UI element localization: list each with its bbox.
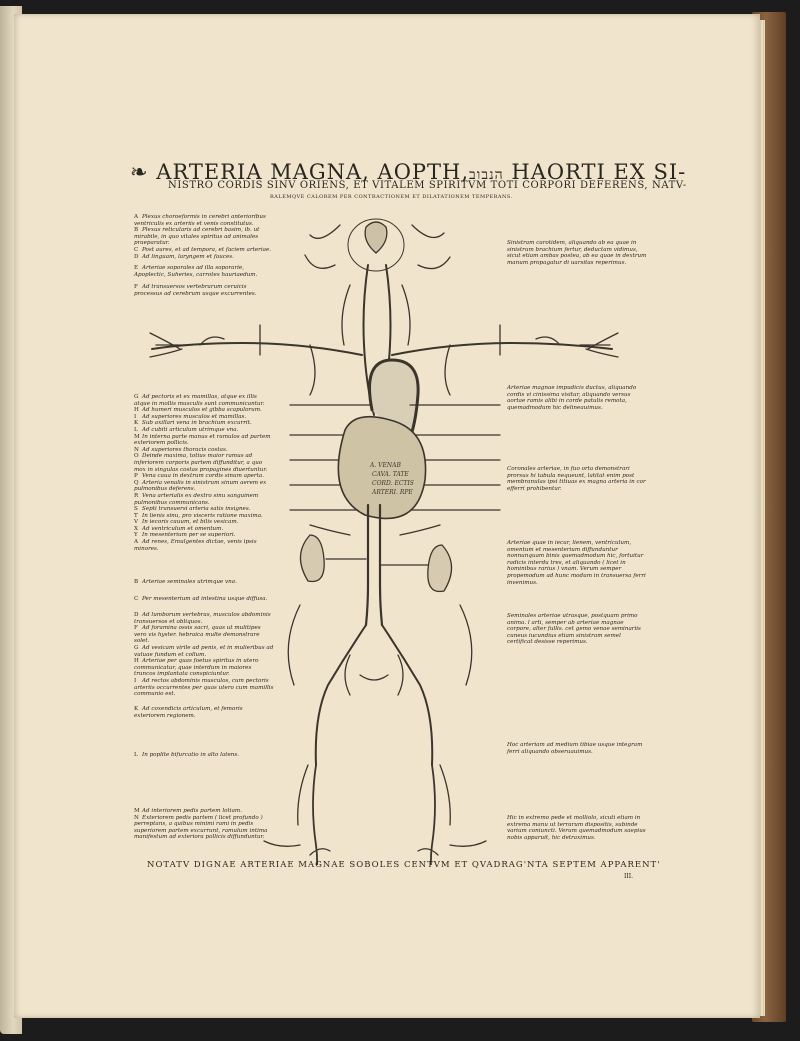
note: B Arteriae seminales utrimque vna.: [134, 579, 237, 585]
note: H Ad humeri musculos et gibba scapulorum.: [134, 407, 262, 414]
right-note: Seminales arteriae utrasque, postquam primo anima. l arti, semper ab arteriae magnae corpore, alter fullis. cet gemo venae seminariis cuneus iucundius etiam sinistram semel certificat desisse reperimus.: [507, 613, 641, 646]
head-plexus: [305, 219, 450, 271]
right-note: Hic in extremo pede et molliolo, sicuti etiam in extrema manu ut terrarum dispositis, subinde varium coniuncti. Verum quemadmodum saepius nobis apparuit, hic detraximus.: [507, 815, 646, 841]
note: I Ad superiores musculos et mamillas.: [134, 413, 247, 420]
title-hebrew: הנבוב: [469, 167, 504, 183]
note: A Plexus choroeformis in cerebri anterioribus ventriculis ex arteriis et venis constitutus.: [134, 214, 266, 227]
title-line2: NISTRO CORDIS SINV ORIENS, ET VITALEM SPIRITVM TOTI CORPORI DEFERENS, NATV-: [168, 180, 687, 191]
note: L Ad cubiti articulum utrimque vna.: [134, 426, 239, 433]
note: R Vena arterialis ex dextro sinu sanguinem pulmonibus communicans.: [134, 492, 259, 506]
note: K Ad coxendicis articulum, et femoris exteriorem regionem.: [134, 706, 243, 719]
right-note: Arteriae magnae impudicis ductus, aliquando cordis vi cinissima visitur, aliquando versus aortae ramis alibi in corde patulis remota, quemadmodum hic delineauimus.: [507, 385, 637, 411]
note: N Ad superiores thoracis costas.: [134, 446, 228, 453]
note: C Per mesenterium ad intestina usque diffusa.: [134, 596, 268, 602]
note: F Ad foramina ossis sacri, quas ut mulitipes vero vis hyster. hebraica multe demonstrare solet.: [134, 625, 261, 645]
note: G Ad pectoris et ex mamillas, atque ex illis atque in mollis musculis sunt communicantur.: [134, 394, 265, 407]
fleuron-icon: ❧: [130, 160, 149, 184]
note: S Septi transuersi arteria satis insignes.: [134, 506, 251, 513]
note: E Arteriae soporales ad illa soporarie, Apoplectic, Suheries, carrotes hauriaedum.: [134, 265, 258, 278]
note: D Ad lumborum vertebras, musculos abdominis transuersos et obliquos.: [134, 612, 271, 625]
note: N Exteriorem pedis partem ( licet profundo ) perreptans, a quibus minimi rami in pedis superiorem partem excurrunt, ramulum intima manifestum ad exteriora pollicis diffunduntur.: [134, 814, 268, 841]
note: M In interna parte manus et ramulos ad partem exteriorem pollicis.: [134, 433, 271, 447]
right-note: Arteriae quae in iecur, lienem, ventriculum, omentum et mesenterium diffunduntur nonnunquam binis quemadmodum hic, fortuitur radicis interdu tres, et aliquando ( licet in hominibus rarius ) vnam. Verum semper propemodum ad hunc modum in transuersa ferri invenimus.: [507, 540, 646, 586]
heart-inscription-2: CAVA. TATE: [372, 471, 409, 478]
note: I Ad rectos abdominis musculos, cum pectoris arteriis occurrentes per quas utero cum mamillis communio est.: [134, 677, 274, 698]
footer-caption: NOTATV DIGNAE ARTERIAE MAGNAE SOBOLES CENTVM ET QVADRAG'NTA SEPTEM APPARENT': [147, 860, 661, 870]
heart-inscription-1: A. VENAB: [370, 462, 401, 469]
leg-arteries: [264, 765, 486, 865]
note: B Plexus reticularis ad cerebri basim, ib. ut mirabile, in quo vitales spiritus ad animales praeparatur.: [134, 227, 260, 247]
note: L In poplite bifurcatio in alto latens.: [134, 752, 240, 758]
note: K Sub axillari vena in brachium excurrit.: [134, 420, 252, 427]
title-pre: ARTERIA MAGNA, AOPTH,: [156, 160, 470, 184]
folio-number: III.: [624, 873, 634, 880]
note: F Ad transuersos vertebrarum ceruicis processus ad cerebrum usque excurrentes.: [134, 284, 257, 297]
note: M Ad interiorem pedis partem lotiam.: [134, 808, 242, 814]
right-note: Hoc arteriam ad medium tibiae usque integram ferri aliquando obseruauimus.: [507, 742, 643, 755]
heart-inscription-4: ARTERI. RPE: [372, 489, 413, 496]
kidney-right: [428, 545, 452, 592]
arterial-tree-illustration: [140, 205, 630, 865]
heart-inscription-3: CORD. ECTIS: [372, 480, 414, 487]
title-line3: RALEMQVE CALOREM PER CONTRACTIONEM ET DILATATIONEM TEMPERANS.: [270, 194, 513, 200]
right-note: Sinistram carotidem, aliquando ab ea quae in sinistrum brachium fertur, deductam vidimus, sicut etiam ambas postea, ab ea quae in dextrum manum propagatur di uarsitas reperimus.: [507, 240, 647, 266]
note: Q Arteria venalis in sinistrum sinum aerem ex pulmonibus deferens.: [134, 479, 267, 493]
note: A Ad renes, Emulgentes dictae, venis ipsis minores.: [134, 539, 257, 552]
right-note: Coronales arteriae, in fuo orta demonstrari prorsus hi tabula nequeunt, latitat enim post membranulas ipsi titiuas ex magna arteria in cor efferri prohibentur.: [507, 466, 646, 492]
note: Y In mesenterium per se superiori.: [134, 532, 236, 539]
note: D Ad linguam, laryngem et fauces.: [134, 253, 234, 260]
note: T In lienis sinu, pro visceris ratione maxima.: [134, 512, 263, 519]
note: V In iecoris cauum, et bilis vesicam.: [134, 519, 239, 526]
note: G Ad vesicam virile ad penis, et in mulieribus ad vuluae fundum et collum.: [134, 644, 274, 658]
note: X Ad ventriculum et omentum.: [134, 525, 224, 532]
kidney-left: [300, 535, 324, 582]
note: H Arteriae per quas foetus spiritus in utero communicatur, quae interdum in maiores truncos implantata conspiciuntur.: [134, 658, 259, 678]
title-post: HAORTI EX SI-: [511, 160, 687, 184]
note: O Deinde maxima, totius maior ramus ad inferiorem corporis partem diffunditur, a quo mox in singulas costas propagines diuertuntur.: [134, 453, 268, 473]
note: P Vena caua in dextrum cordis sinum aperta.: [134, 473, 264, 480]
note: C Post aures, et ad tempora, et faciem arteriae.: [134, 246, 272, 253]
